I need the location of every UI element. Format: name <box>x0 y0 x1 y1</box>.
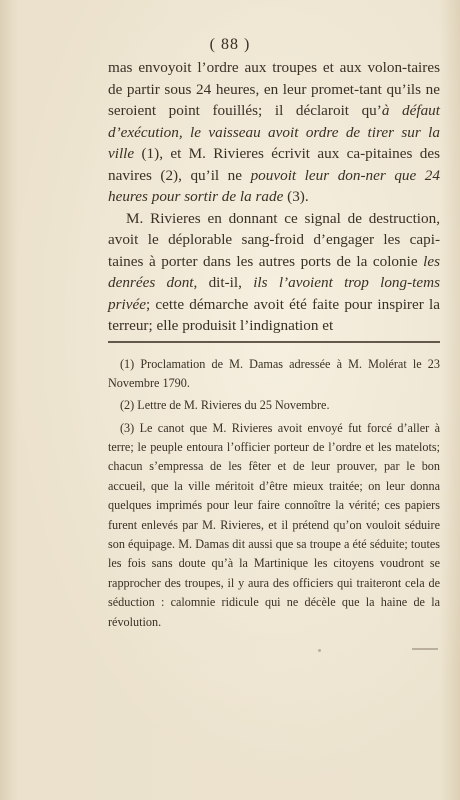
paragraph-1-segment: (3). <box>283 188 309 205</box>
footnotes <box>108 355 440 635</box>
ink-mark <box>412 648 438 650</box>
footnote-2: (2) Lettre de M. Rivieres du 25 Novembre. <box>120 398 330 413</box>
paragraph-1-italic-segment: pouvoit leur don-ner que 24 heures pour sortir de la rade <box>108 166 440 205</box>
paragraph-2-italic-segment: les denrées dont <box>108 252 440 291</box>
paragraph-2-segment: , dit-il, <box>193 274 254 291</box>
footnote-1: (1) Proclamation de M. Damas adressée à M. Molérat le 23 Novembre 1790. <box>108 357 440 391</box>
paragraph-1-italic-segment: à défaut d’exécution, le vaisseau avoit ordre de tirer sur la ville <box>108 102 440 162</box>
paragraph-1-segment: mas envoyoit l’ordre aux troupes et aux volon-taires de partir sous 24 heures, en leur promet-tant qu’ils ne seroient point fouillés; il déclaroit qu’ <box>108 59 440 119</box>
paragraph-2-segment: ; cette démarche avoit été faite pour inspirer la terreur; elle produisit l’indignation et <box>108 295 440 334</box>
footnote-3: (3) Le canot que M. Rivieres avoit envoyé fut forcé d’aller à terre; le peuple entoura l’officier porteur de l’ordre et les matelots; chacun s’empressa de les fêter et de leur prouver, par le bon accueil, que la ville méritoit d’être mieux traitée; on leur donna quelques imprimés pour leur faire connoître la vérité; ces papiers furent enlevés par M. Rivieres, et il prétend qu’on vouloit séduire son équipage. M. Damas dit aussi que sa troupe a été séduite; toutes les fois sans doute qu’à la Martinique les citoyens voudront se rapprocher des troupes, il y aura des officiers qui traiteront cela de séduction : calomnie ridicule qui ne décèle que la haine de la révolution. <box>108 420 440 629</box>
page-number: ( 88 ) <box>209 36 251 53</box>
main-paragraph-1 <box>108 57 440 208</box>
paragraph-2-italic-segment: ils l’avoient trop long-tems privée <box>108 274 441 313</box>
ink-speck <box>318 649 321 652</box>
footnote-divider <box>108 341 440 343</box>
paragraph-1-segment: (1), et M. Rivieres écrivit aux ca-pitaines des navires (2), qu’il ne <box>108 145 440 184</box>
main-text <box>108 57 440 337</box>
main-paragraph-2 <box>108 208 440 337</box>
paragraph-2-segment: M. Rivieres en donnant ce signal de destruction, avoit le déplorable sang-froid d’engager les capi-taines à porter dans les autres ports de la colonie <box>108 209 440 270</box>
